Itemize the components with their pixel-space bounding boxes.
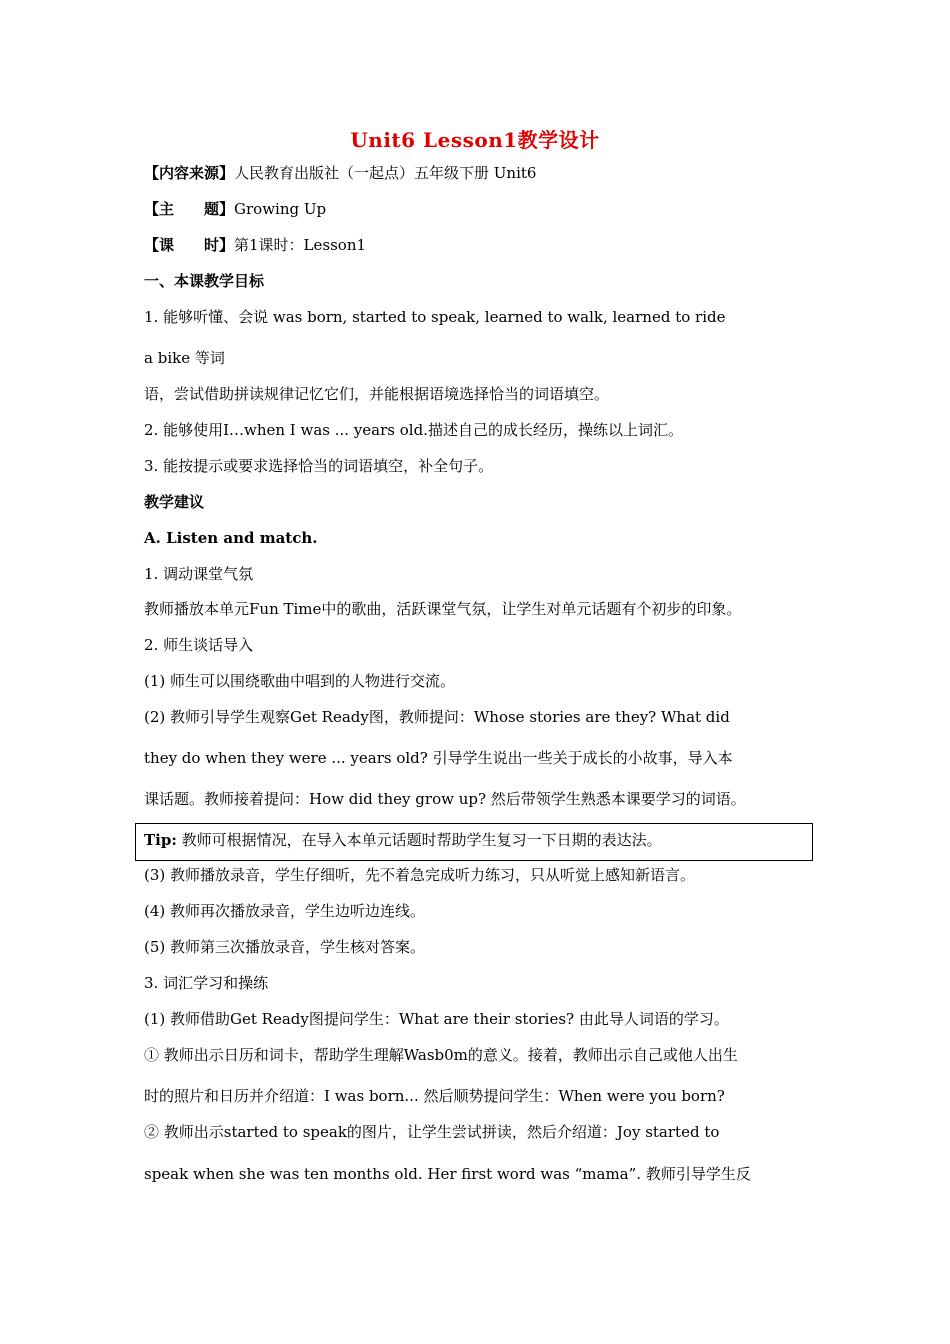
meta-period-value: 第1课时：Lesson1 [234, 236, 367, 254]
meta-period [144, 235, 814, 255]
document-title: Unit6 Lesson1教学设计 [350, 128, 600, 152]
step2-item2-line2: they do when they were ... years old? 引导学生说出一些关于成长的小故事，导入本 [144, 749, 733, 767]
suggest-heading: 教学建议 [144, 493, 205, 511]
meta-topic [144, 199, 814, 219]
meta-source [144, 163, 814, 183]
tip-content [144, 829, 662, 850]
goals-heading: 一、本课教学目标 [144, 272, 265, 290]
goal2: 2. 能够使用I…when I was ... years old.描述自己的成长经历，操练以上词汇。 [144, 421, 683, 439]
step1-text: 教师播放本单元Fun Time中的歌曲，活跃课堂气氛，让学生对单元话题有个初步的印象。 [144, 600, 742, 618]
step2-item4: (4) 教师再次播放录音，学生边听边连线。 [144, 902, 426, 920]
step1-title: 1. 调动课堂气氛 [144, 565, 254, 583]
partA-heading: A. Listen and match. [144, 529, 318, 547]
tip-text: 教师可根据情况，在导入本单元话题时帮助学生复习一下日期的表达法。 [181, 831, 662, 849]
meta-period-label: 【课 时】 [144, 236, 235, 254]
meta-topic-label: 【主 题】 [144, 200, 235, 218]
step3-circle2-line2: speak when she was ten months old. Her first word was “mama”. 教师引导学生反 [144, 1165, 751, 1183]
goal3: 3. 能按提示或要求选择恰当的词语填空，补全句子。 [144, 457, 494, 475]
step2-item1: (1) 师生可以围绕歌曲中唱到的人物进行交流。 [144, 672, 456, 690]
step2-item2-line1: (2) 教师引导学生观察Get Ready图，教师提问：Whose stories are they? What did [144, 708, 730, 726]
meta-source-label: 【内容来源】 [144, 164, 235, 182]
meta-source-value: 人民教育出版社（一起点）五年级下册 Unit6 [234, 164, 537, 182]
meta-topic-value: Growing Up [234, 200, 327, 218]
step2-item3: (3) 教师播放录音，学生仔细听，先不着急完成听力练习，只从听觉上感知新语言。 [144, 866, 696, 884]
step3-circle2-line1: ② 教师出示started to speak的图片，让学生尝试拼读，然后介绍道：Joy started to [144, 1123, 720, 1141]
step3-circle1-line2: 时的照片和日历并介绍道：I was born... 然后顺势提问学生：When were you born? [144, 1087, 725, 1105]
tip-label: Tip: [144, 831, 177, 849]
step2-title: 2. 师生谈话导入 [144, 636, 254, 654]
goal1-line2: a bike 等词 [144, 349, 225, 367]
tip-box [135, 823, 813, 861]
step3-item1: (1) 教师借助Get Ready图提问学生：What are their stories? 由此导人词语的学习。 [144, 1010, 729, 1028]
step2-item2-line3: 课话题。教师接着提问：How did they grow up? 然后带领学生熟悉本课要学习的词语。 [144, 790, 746, 808]
step3-circle1-line1: ① 教师出示日历和词卡，帮助学生理解Wasb0m的意义。接着，教师出示自己或他人出生 [144, 1046, 738, 1064]
step2-item5: (5) 教师第三次播放录音，学生核对答案。 [144, 938, 426, 956]
step3-title: 3. 词汇学习和操练 [144, 974, 269, 992]
goal1-line1: 1. 能够听懂、会说 was born, started to speak, learned to walk, learned to ride [144, 308, 726, 326]
goal1-line3: 语，尝试借助拼读规律记忆它们，并能根据语境选择恰当的词语填空。 [144, 385, 610, 403]
